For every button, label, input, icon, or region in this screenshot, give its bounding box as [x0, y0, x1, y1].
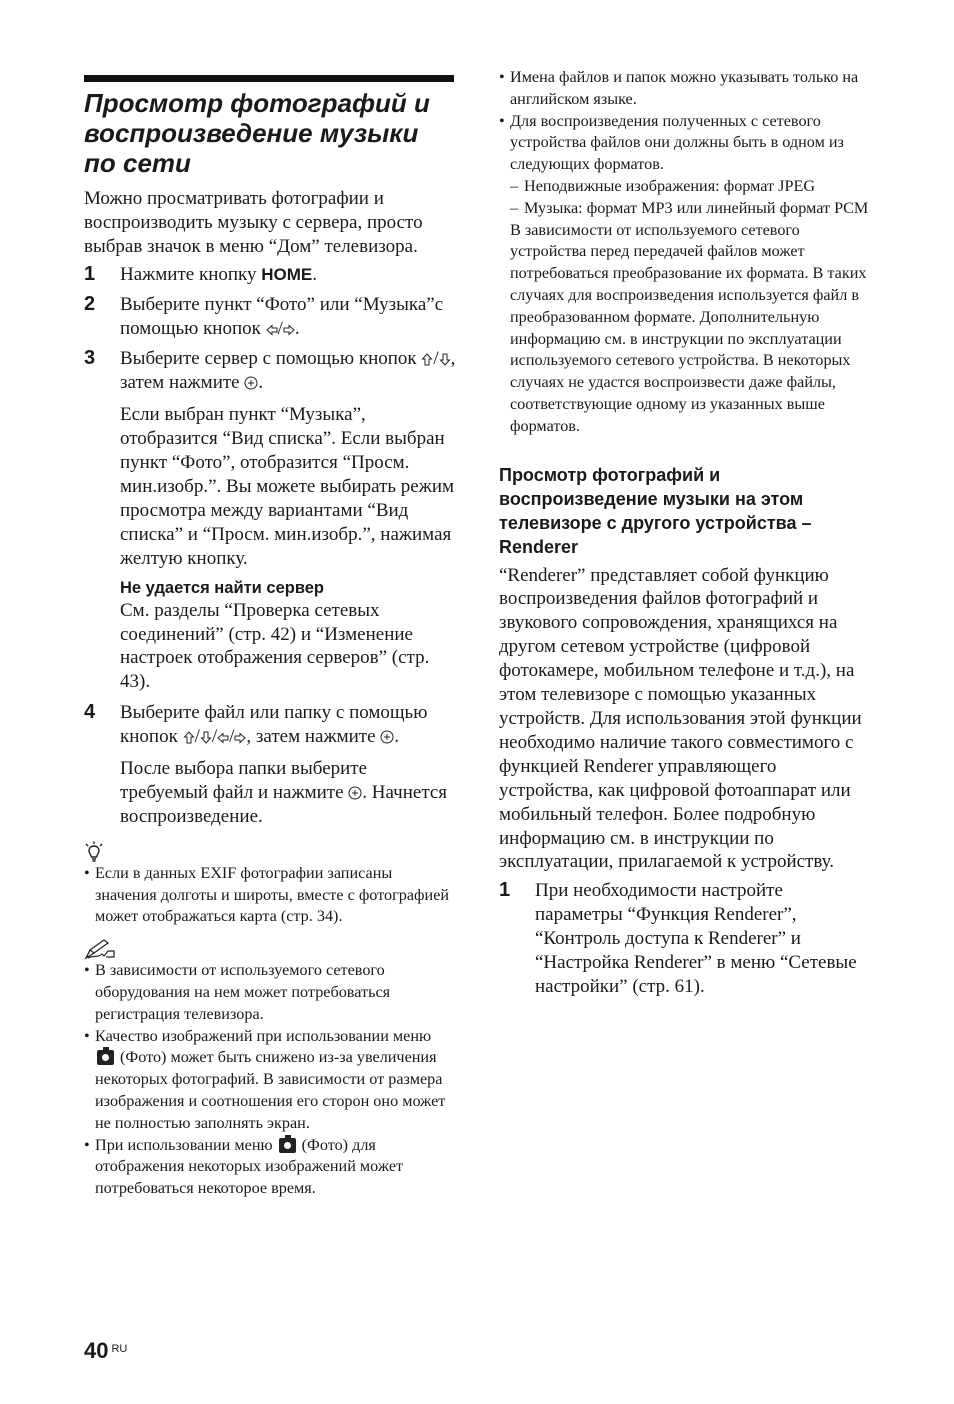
- note-bullet-formats: • Для воспроизведения полученных с сетевого устройства файлов они должны быть в одном из следующих форматов.: [499, 111, 844, 174]
- step-number: 2: [84, 292, 96, 315]
- renderer-step-1: 1 При необходимости настройте параметры “Функция Renderer”, “Контроль доступа к Renderer” и “Настройка Renderer” в меню “Сетевые настройки” (стр. 61).: [499, 879, 857, 997]
- right-column: [499, 67, 869, 999]
- left-column: [84, 88, 456, 1200]
- arrow-down-icon: [439, 353, 451, 366]
- note-bullet-2: • Качество изображений при использовании меню (Фото) может быть снижено из-за увеличения некоторых фотографий. В зависимости от размера изображения и соотношения его сторон оно может не полностью заполнять экран.: [84, 1026, 446, 1132]
- enter-button-icon: [244, 376, 258, 390]
- arrow-left-icon: [266, 324, 278, 336]
- arrow-up-icon: [183, 731, 195, 744]
- arrow-up-icon: [421, 353, 433, 366]
- renderer-section-title: Просмотр фотографий и воспроизведение музыки на этом телевизоре с другого устройства – Renderer: [499, 464, 812, 557]
- intro-paragraph: Можно просматривать фотографии и воспроизводить музыку с сервера, просто выбрав значок в меню “Дом” телевизора.: [84, 188, 423, 257]
- step-number: 3: [84, 347, 96, 370]
- note-pen-icon: [84, 938, 456, 960]
- step-number: 4: [84, 701, 96, 724]
- step-number: 1: [499, 879, 511, 902]
- troubleshoot-heading: Не удается найти сервер: [120, 578, 325, 597]
- step-4: 4 Выберите файл или папку с помощью кнопок / / / , затем нажмите .: [84, 701, 428, 748]
- arrow-down-icon: [200, 731, 212, 744]
- note-bullet-3: • При использовании меню (Фото) для отображения некоторых изображений может потребоваться некоторое время.: [84, 1135, 404, 1198]
- note-bullet-1: • В зависимости от используемого сетевого оборудования на нем может потребоваться регистрация телевизора.: [84, 961, 391, 1023]
- arrow-right-icon: [234, 732, 246, 744]
- troubleshoot-text: См. разделы “Проверка сетевых соединений” (стр. 42) и “Изменение настроек отображения серверов” (стр. 43).: [120, 599, 430, 693]
- step-2: 2 Выберите пункт “Фото” или “Музыка”с помощью кнопок / .: [84, 292, 444, 339]
- step-1: 1 Нажмите кнопку HOME.: [84, 262, 317, 285]
- enter-button-icon: [380, 730, 394, 744]
- enter-button-icon: [348, 786, 362, 800]
- arrow-left-icon: [217, 732, 229, 744]
- page-number: 40 $^{RU}$: [84, 1338, 128, 1363]
- tip-bullet: • Если в данных EXIF фотографии записаны значения долготы и широты, вместе с фотографией может отображаться карта (стр. 34).: [84, 863, 450, 926]
- step-3: 3 Выберите сервер с помощью кнопок / , затем нажмите .: [84, 347, 456, 394]
- arrow-right-icon: [283, 324, 295, 336]
- step-4-description: После выбора папки выберите требуемый файл и нажмите . Начнется воспроизведение.: [120, 758, 448, 827]
- renderer-section-body: “Renderer” представляет собой функцию воспроизведения файлов фотографий и звукового сопровождения, хранящихся на другом сетевом устройстве (цифровой фотокамере, мобильном телефоне и т.д.), на этом телевизоре с помощью указанных устройств. Для использования этой функции необходимо наличие такого совместимого с функцией Renderer управляющего устройства, как цифровой фотоаппарат или мобильный телефон. Более подробную информацию см. в инструкции по эксплуатации, прилагаемой к устройству.: [499, 564, 862, 873]
- title-rule: [84, 75, 454, 82]
- language-code: RU: [111, 1343, 128, 1355]
- tip-icon: [84, 841, 456, 863]
- home-key: HOME: [261, 264, 313, 284]
- page-title: Просмотр фотографий и воспроизведение музыки по сети: [84, 88, 430, 178]
- step-3-description: Если выбран пункт “Музыка”, отобразится “Вид списка”. Если выбран пункт “Фото”, отобразится “Просм. мин.изобр.”. Вы можете выбирать режим просмотра между вариантами “Вид списка” и “Просм. мин.изобр.”, нажимая желтую кнопку.: [120, 404, 455, 569]
- format-note-paragraph: В зависимости от используемого сетевого устройства перед передачей файлов может потребоваться преобразование их формата. В таких случаях для воспроизведения используется файл в преобразованном формате. Дополнительную информацию см. в инструкции по эксплуатации используемого сетевого устройства. В некоторых случаях не удастся воспроизвести даже файлы, соответствующие одному из указанных выше форматов.: [510, 220, 867, 435]
- note-bullet-filenames: • Имена файлов и папок можно указывать только на английском языке.: [499, 68, 859, 108]
- photo-camera-icon: [97, 1050, 114, 1065]
- format-item-music: – Музыка: формат MP3 или линейный формат PCM: [510, 198, 869, 217]
- format-item-jpeg: – Неподвижные изображения: формат JPEG: [510, 176, 816, 195]
- step-number: 1: [84, 262, 96, 285]
- photo-camera-icon: [279, 1138, 296, 1153]
